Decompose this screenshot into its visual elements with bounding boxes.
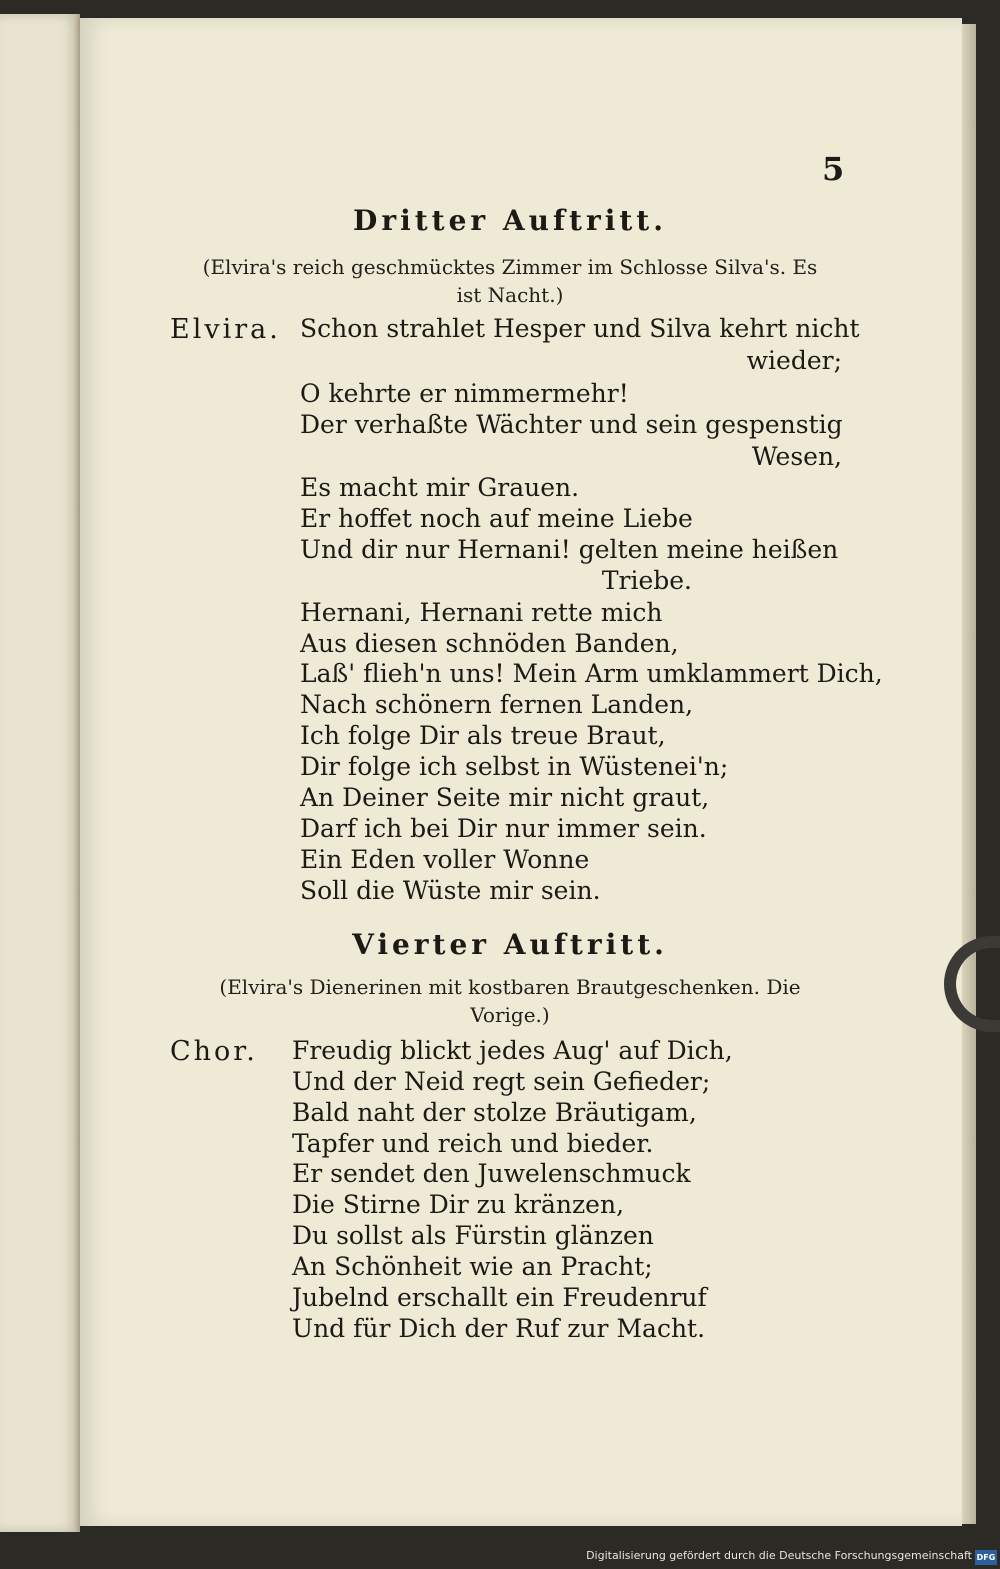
scene3-line-16: An Deiner Seite mir nicht graut, [300,783,710,812]
scene4-line-2: Und der Neid regt sein Gefieder; [292,1067,711,1096]
scene3-line-18: Ein Eden voller Wonne [300,845,590,874]
scene4-line-4: Tapfer und reich und bieder. [292,1129,654,1158]
scene4-stage-direction-2: Vorige.) [470,1003,550,1027]
scene3-stage-direction-2: ist Nacht.) [456,283,564,307]
scene3-line-8: Und dir nur Hernani! gelten meine heißen [300,535,839,564]
scene3-line-9: Triebe. [601,566,692,595]
scene3-speaker: Elvira. [170,314,281,345]
scene3-line-4: Der verhaßte Wächter und sein gespenstig [300,410,843,439]
scene3-line-17: Darf ich bei Dir nur immer sein. [300,814,707,843]
scene4-heading: Vierter Auftritt. [352,928,668,961]
scene3-line-3: O kehrte er nimmermehr! [300,379,629,408]
scene3-line-1: Schon strahlet Hesper und Silva kehrt nicht [300,314,860,343]
digitization-credit: Digitalisierung gefördert durch die Deutsche Forschungsgemeinschaft [586,1549,972,1562]
scene4-line-7: Du sollst als Fürstin glänzen [292,1221,654,1250]
scene3-line-2: wieder; [746,346,842,375]
scene3-stage-direction-1: (Elvira's reich geschmücktes Zimmer im Schlosse Silva's. Es [202,255,818,279]
left-page-edge [0,14,80,1532]
dfg-logo: DFG [975,1550,997,1565]
scene3-line-12: Laß' flieh'n uns! Mein Arm umklammert Dich, [300,659,883,688]
scene3-line-15: Dir folge ich selbst in Wüstenei'n; [300,752,729,781]
scene3-line-11: Aus diesen schnöden Banden, [300,629,679,658]
scene3-heading: Dritter Auftritt. [353,204,667,237]
scene3-line-6: Es macht mir Grauen. [300,473,580,502]
scene4-stage-direction-1: (Elvira's Dienerinen mit kostbaren Brautgeschenken. Die [219,975,801,999]
scene4-line-1: Freudig blickt jedes Aug' auf Dich, [292,1036,733,1065]
scene3-line-7: Er hoffet noch auf meine Liebe [300,504,693,533]
scene3-line-14: Ich folge Dir als treue Braut, [300,721,666,750]
scene3-line-10: Hernani, Hernani rette mich [300,598,663,627]
page-number: 5 [822,150,845,188]
page-stack-edge [962,24,976,1524]
scene4-line-10: Und für Dich der Ruf zur Macht. [292,1314,706,1343]
scene4-line-5: Er sendet den Juwelenschmuck [292,1159,691,1188]
scene3-line-13: Nach schönern fernen Landen, [300,690,694,719]
scene4-line-6: Die Stirne Dir zu kränzen, [292,1190,625,1219]
scene4-line-3: Bald naht der stolze Bräutigam, [292,1098,697,1127]
scene4-line-8: An Schönheit wie an Pracht; [292,1252,653,1281]
scene3-line-19: Soll die Wüste mir sein. [300,876,601,905]
scene4-line-9: Jubelnd erschallt ein Freudenruf [292,1283,707,1312]
scene3-line-5: Wesen, [751,442,842,471]
scene4-speaker: Chor. [170,1036,258,1067]
